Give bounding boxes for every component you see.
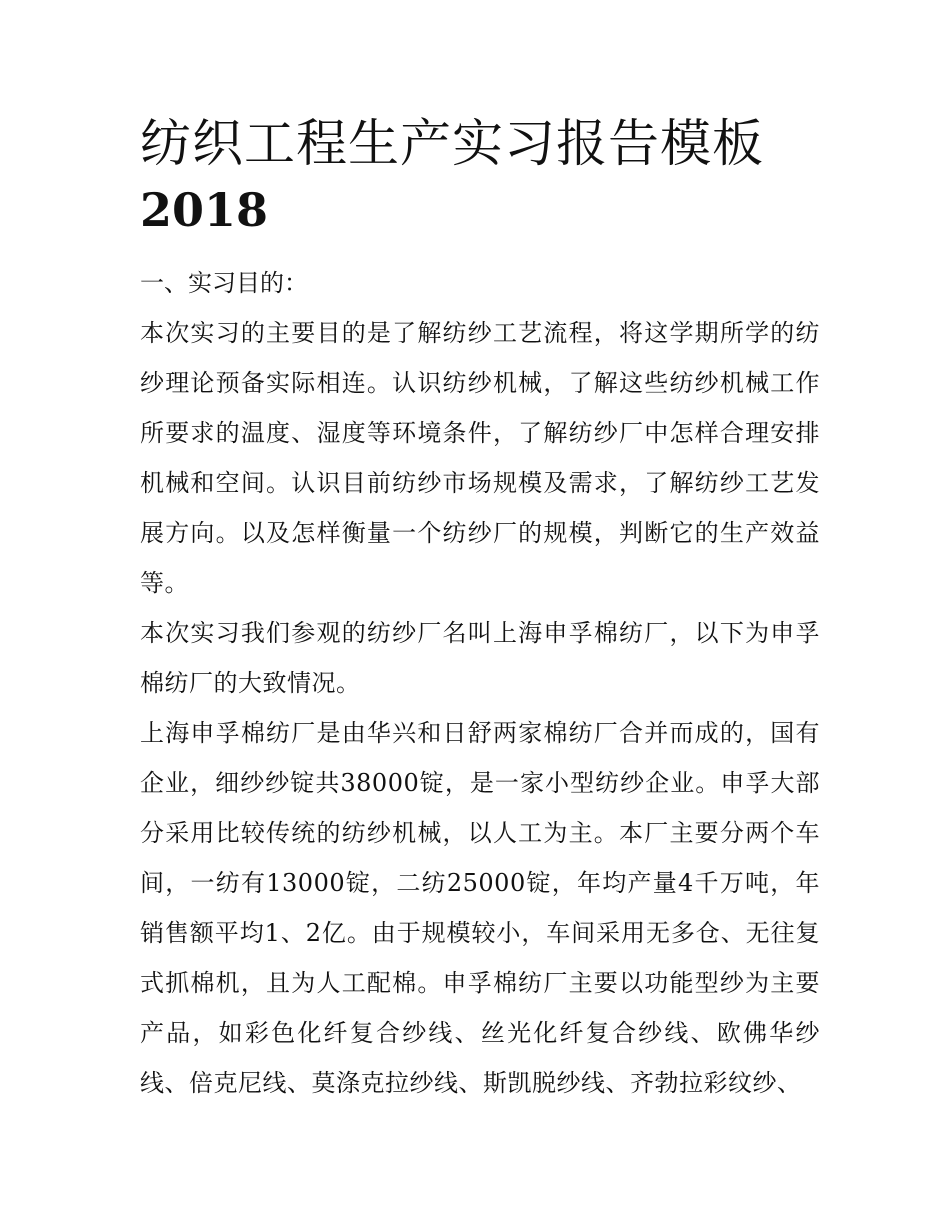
paragraph-factory-details: 上海申孚棉纺厂是由华兴和日舒两家棉纺厂合并而成的，国有企业，细纱纱锭共38000锭，是一家小型纺纱企业。申孚大部分采用比较传统的纺纱机械，以人工为主。本厂主要分两个车间，一纺有13000锭，二纺25000锭，年均产量4千万吨，年销售额平均1、2亿。由于规模较小，车间采用无多仓、无往复式抓棉机，且为人工配棉。申孚棉纺厂主要以功能型纱为主要产品，如彩色化纤复合纱线、丝光化纤复合纱线、欧佛华纱线、倍克尼线、莫涤克拉纱线、斯凯脱纱线、齐勃拉彩纹纱、 <box>140 719 820 1097</box>
document-page <box>140 110 820 1108</box>
document-title: 纺织工程生产实习报告模板 <box>140 115 765 174</box>
document-title-year: 2018 <box>140 183 269 237</box>
paragraph-factory-intro: 本次实习我们参观的纺纱厂名叫上海申孚棉纺厂，以下为申孚棉纺厂的大致情况。 <box>140 619 820 697</box>
section-heading: 一、实习目的： <box>140 269 308 297</box>
paragraph-purpose: 本次实习的主要目的是了解纺纱工艺流程，将这学期所学的纺纱理论预备实际相连。认识纺纱机械，了解这些纺纱机械工作所要求的温度、湿度等环境条件，了解纺纱厂中怎样合理安排机械和空间。认识目前纺纱市场规模及需求，了解纺纱工艺发展方向。以及怎样衡量一个纺纱厂的规模，判断它的生产效益等。 <box>140 319 820 597</box>
